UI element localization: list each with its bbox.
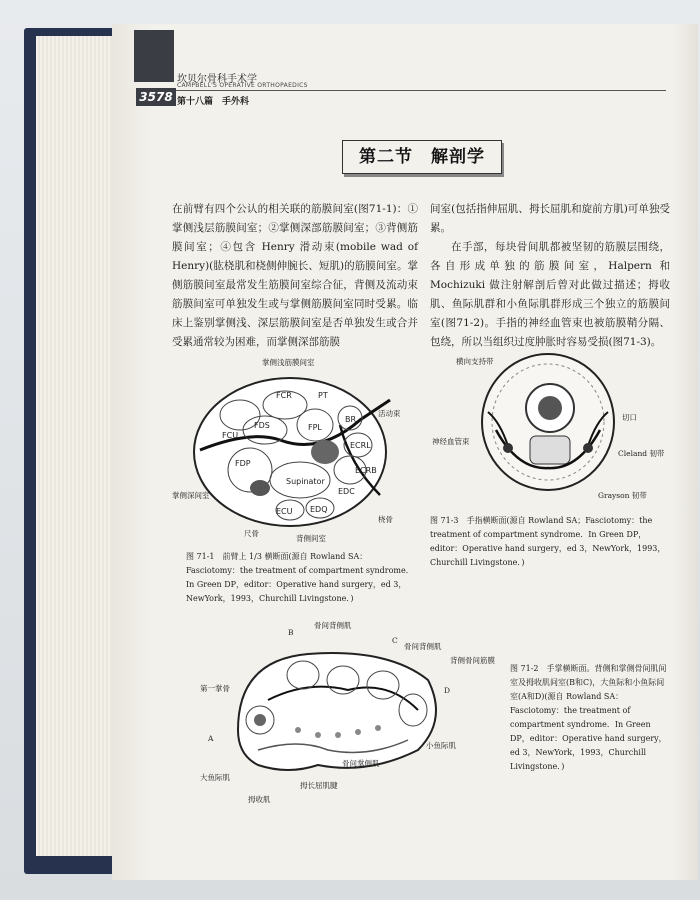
lbl-superficial-volar: 掌侧浅筋膜间室 <box>262 358 315 367</box>
lbl-transverse-retinaculum: 横向支持带 <box>456 357 494 366</box>
figure-71-2 <box>228 640 451 780</box>
book-title: 坎贝尔骨科手术学 <box>177 74 257 85</box>
lbl-mobile-wad: 活动束 <box>378 409 401 418</box>
lbl-fpl-tendon: 拇长屈肌腱 <box>300 781 338 790</box>
lbl-dorsal: 背侧间室 <box>296 534 326 543</box>
left-paragraph: 在前臂有四个公认的相关联的筋膜间室(图71-1)：①掌侧浅层筋膜间室；②掌侧深部筋膜间室；③背侧筋膜间室；④包含 Henry 滑动束(mobile wad of Henry)(肱桡肌和桡侧伸腕长、短肌)的筋膜间室。掌侧筋膜间室最常发生筋膜间室综合征，背侧及流动束筋膜间室可单独发生或与掌侧筋膜间室同时受累。临床上鉴别掌侧浅、深层筋膜间室是否单独发生或合并受累通常较为困难，而掌侧深部筋膜 <box>172 203 418 348</box>
lbl-fcr: FCR <box>276 391 292 400</box>
lbl-edq: EDQ <box>310 505 328 514</box>
book-title-en: CAMPBELL'S OPERATIVE ORTHOPAEDICS <box>177 82 308 89</box>
caption-71-1: 图 71-1 前臂上 1/3 横断面(源自 Rowland SA：Fasciotomy：the treatment of compartment syndrome．In Green DP，editor：Operative hand surgery，ed 3，NewYork，1993，Churchill Livingstone．) <box>186 552 414 603</box>
lbl-incision: 切口 <box>622 413 637 422</box>
lbl-a: A <box>208 734 214 743</box>
lbl-br: BR <box>345 415 357 424</box>
lbl-ulna: 尺骨 <box>244 529 259 538</box>
lbl-hypothenar: 小鱼际肌 <box>426 741 456 750</box>
lbl-fdp: FDP <box>235 459 251 468</box>
lbl-edc: EDC <box>338 487 355 496</box>
lbl-fcu: FCU <box>222 431 239 440</box>
right-paragraph-2: 在手部，每块骨间肌都被坚韧的筋膜层围绕，各自形成单独的筋膜间室，Halpern 和 Mochizuki 做注射解剖后曾对此做过描述；拇收肌、鱼际肌群和小鱼际肌群形成三个独立的筋膜间室(图71-2)。手指的神经血管束也被筋膜鞘分隔、包绕，所以当组织过度肿胀时容易受损(图71-3)。 <box>430 241 670 348</box>
lbl-grayson: Grayson 韧带 <box>598 491 647 500</box>
lbl-supinator: Supinator <box>286 477 325 486</box>
lbl-radius: 桡骨 <box>378 515 393 524</box>
lbl-thenar: 大鱼际肌 <box>200 773 230 782</box>
lbl-ecu: ECU <box>276 507 293 516</box>
lbl-d: D <box>444 686 451 695</box>
page-number: 3578 <box>136 88 176 106</box>
lbl-volar-interossei: 骨间掌侧肌 <box>342 759 380 768</box>
right-paragraph-1: 间室(包括指伸屈肌、拇长屈肌和旋前方肌)可单独受累。 <box>430 203 670 234</box>
lbl-deep-volar: 掌侧深间室 <box>172 491 210 500</box>
lbl-ecrl: ECRL <box>350 441 371 450</box>
lbl-dorsal-interossei-2: 骨间背侧肌 <box>404 642 442 651</box>
lbl-fds: FDS <box>254 421 270 430</box>
section-title: 第二节 解剖学 <box>342 140 502 174</box>
figure-71-1 <box>190 370 400 530</box>
lbl-b: B <box>288 628 294 637</box>
lbl-c: C <box>392 636 398 645</box>
header-rule <box>176 90 666 91</box>
figure-71-3 <box>478 350 618 500</box>
lbl-nv-bundle: 神经血管束 <box>432 437 470 446</box>
lbl-pt: PT <box>318 391 328 400</box>
lbl-dorsal-interossei-1: 骨间背侧肌 <box>314 621 352 630</box>
lbl-interossei-fascia: 背侧骨间筋膜 <box>450 656 495 665</box>
lbl-cleland: Cleland 韧带 <box>618 449 665 458</box>
lbl-fpl: FPL <box>308 423 322 432</box>
header-tab <box>134 30 174 82</box>
lbl-adductor: 拇收肌 <box>248 795 271 804</box>
lbl-first-metacarpal: 第一掌骨 <box>200 684 230 693</box>
caption-71-3: 图 71-3 手指横断面(源自 Rowland SA；Fasciotomy：the treatment of compartment syndrome．In Green DP，editor：Operative hand surgery，ed 3，NewYork，1993，Churchill Livingstone．) <box>430 516 666 567</box>
lbl-ecrb: ECRB <box>355 466 377 475</box>
part-title: 第十八篇 手外科 <box>177 97 250 107</box>
caption-71-2: 图 71-2 手掌横断面。背侧和掌侧骨间肌间室及拇收肌间室(B和C)，大鱼际和小鱼际间室(A和D)(源自 Rowland SA：Fasciotomy：the treatment of compartment syndrome．In Green DP，editor：Operative hand surgery，ed 3，NewYork，1993，Churchill Livingstone．) <box>510 664 667 771</box>
